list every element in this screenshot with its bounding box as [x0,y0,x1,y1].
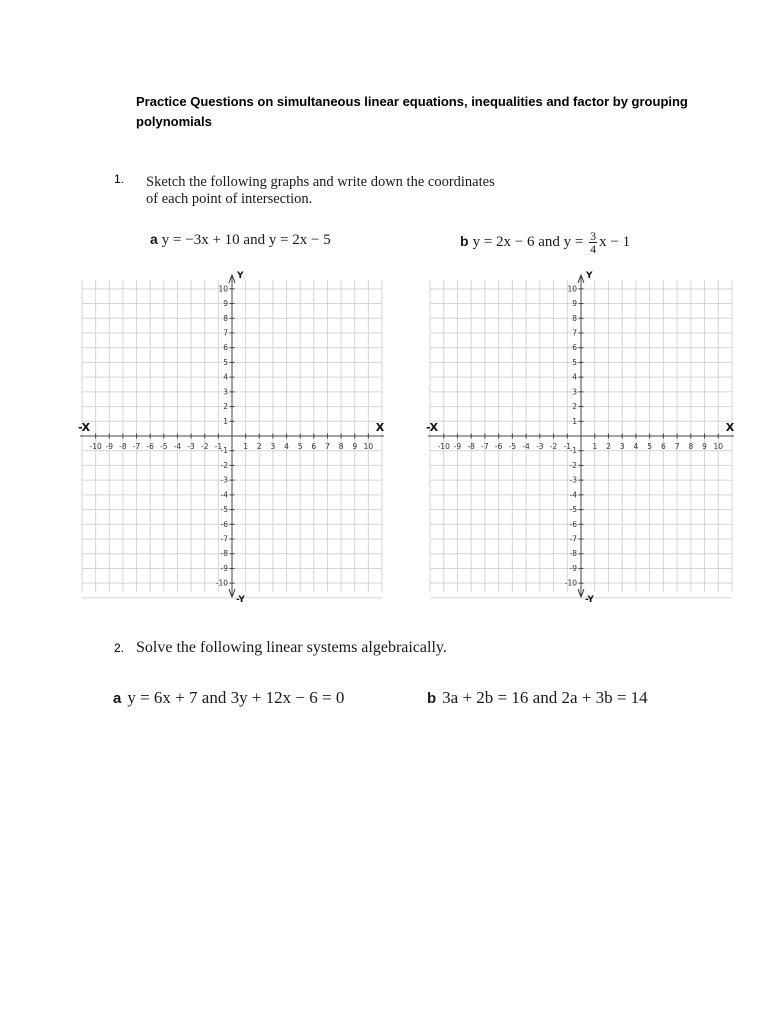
x-tick-label: 1 [592,442,598,451]
question-1-instruction-line2: of each point of intersection. [146,191,313,207]
x-tick-label: 9 [702,442,707,451]
y-tick-label: -2 [220,460,228,470]
x-tick-label: -7 [481,442,489,451]
x-tick-label: 8 [688,442,694,451]
x-tick-label: -8 [467,442,475,451]
question-2-instruction: Solve the following linear systems algebraically. [136,639,447,656]
part-b-label: b [460,232,469,249]
y-tick-label: 7 [223,328,228,338]
x-tick-label: -2 [200,442,209,451]
neg-x-axis-label: -X [78,421,91,434]
x-tick-label: -5 [160,442,168,451]
y-tick-label: -1 [569,446,577,456]
part-b-equations-end: x − 1 [599,233,631,250]
y-tick-label: 5 [223,357,228,367]
y-tick-label: -9 [220,563,228,573]
y-tick-label: 9 [572,299,577,309]
neg-y-axis-label: -Y [236,595,245,605]
x-tick-label: 5 [647,442,653,451]
part-a-label: a [150,231,158,247]
x-tick-label: -10 [89,442,102,451]
y-tick-label: -1 [220,446,228,456]
y-tick-label: -6 [569,519,577,529]
y-tick-label: 7 [572,328,577,338]
y-tick-label: -6 [220,519,228,529]
y-tick-label: -5 [569,505,577,515]
x-tick-label: -9 [105,442,114,451]
question-2-number: 2. [114,641,125,655]
y-tick-label: 5 [572,357,577,367]
y-tick-label: 2 [223,402,228,412]
y-tick-label: -10 [564,578,577,588]
y-tick-label: -4 [220,490,228,500]
x-tick-label: -1 [563,442,572,451]
y-tick-label: -2 [569,460,577,470]
question-2-part-a [113,688,344,708]
x-tick-label: -6 [494,442,503,451]
q2-part-b-equations: 3a + 2b = 16 and 2a + 3b = 14 [442,688,648,707]
x-tick-label: 6 [311,442,317,451]
x-tick-label: -4 [173,442,182,451]
x-tick-label: 2 [256,442,262,451]
y-tick-label: -8 [220,549,228,559]
neg-x-axis-label: -X [426,421,439,434]
x-tick-label: -8 [119,442,127,451]
y-axis-label: Y [586,271,593,281]
y-tick-label: 6 [223,343,228,353]
fraction-denominator: 4 [590,242,597,256]
x-tick-label: 4 [633,442,639,451]
x-tick-label: 2 [606,442,611,451]
y-tick-label: 1 [223,416,228,426]
y-tick-label: 4 [223,372,228,382]
y-tick-label: -10 [215,578,228,588]
y-tick-label: 6 [572,343,577,353]
y-tick-label: -3 [220,475,228,485]
y-tick-label: 3 [572,387,577,397]
y-tick-label: -4 [569,490,577,500]
x-tick-label: -7 [132,442,141,451]
x-tick-label: 3 [270,442,276,451]
y-tick-label: 3 [223,387,228,397]
page-title: Practice Questions on simultaneous linear equations, inequalities and factor by grouping polynomials [136,94,688,129]
y-tick-label: -8 [569,549,577,559]
part-b-equations-start: y = 2x − 6 and y = [472,233,584,250]
y-tick-label: 10 [218,284,228,294]
q2-part-a-equations: y = 6x + 7 and 3y + 12x − 6 = 0 [127,688,345,707]
x-tick-label: -2 [549,442,558,451]
y-tick-label: 10 [567,284,577,294]
x-tick-label: 5 [297,442,303,451]
q2-part-a-label: a [113,690,122,707]
neg-y-axis-label: -Y [585,595,594,605]
x-tick-label: 1 [243,442,249,451]
x-tick-label: 10 [363,442,374,451]
question-1-number: 1. [114,172,125,186]
y-axis-label: Y [237,271,244,281]
question-2-part-b [427,688,648,708]
x-tick-label: 4 [284,442,289,451]
x-tick-label: -9 [453,442,462,451]
x-tick-label: 10 [713,442,724,451]
y-tick-label: 2 [572,402,577,412]
y-tick-label: 1 [572,416,577,426]
x-axis-label: X [375,421,385,434]
x-axis-label: X [725,421,735,434]
x-tick-label: -3 [187,442,195,451]
x-tick-label: -5 [508,442,517,451]
y-tick-label: 9 [223,299,228,309]
y-tick-label: -5 [220,505,228,515]
y-tick-label: -3 [569,475,577,485]
x-tick-label: 8 [338,442,344,451]
x-tick-label: 7 [674,442,680,451]
x-tick-label: -1 [214,442,223,451]
y-tick-label: 8 [572,313,577,323]
q2-part-b-label: b [427,690,437,707]
y-tick-label: 4 [572,372,577,382]
y-tick-label: -7 [569,534,577,544]
fraction-numerator: 3 [590,229,597,243]
x-tick-label: -10 [437,442,450,451]
x-tick-label: 7 [325,442,330,451]
x-tick-label: 9 [352,442,358,451]
y-tick-label: -7 [220,534,228,544]
x-tick-label: -3 [536,442,544,451]
y-tick-label: 8 [223,313,228,323]
x-tick-label: -4 [522,442,530,451]
x-tick-label: 3 [619,442,625,451]
x-tick-label: -6 [146,442,154,451]
part-a-equations: y = −3x + 10 and y = 2x − 5 [161,232,331,248]
y-tick-label: -9 [569,563,577,573]
x-tick-label: 6 [660,442,666,451]
question-1-instruction-line1: Sketch the following graphs and write down the coordinates [146,174,495,190]
